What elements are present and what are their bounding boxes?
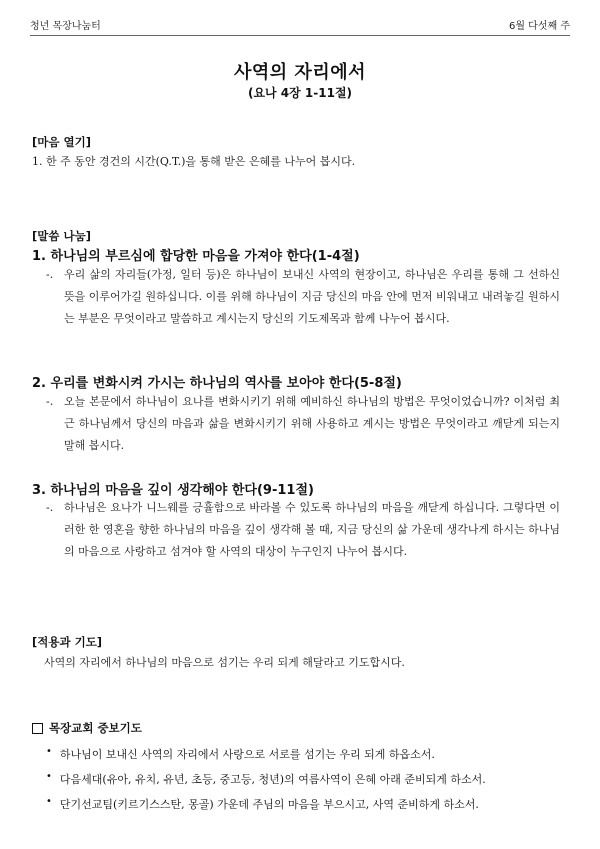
- prayer-item: [46, 771, 486, 787]
- opening-text: 1. 한 주 동안 경건의 시간(Q.T.)을 통해 받은 은혜를 나누어 봅시다.: [32, 155, 356, 168]
- prayer-item: [46, 796, 479, 812]
- dash-marker: -.: [46, 395, 54, 408]
- bullet-icon: •: [46, 746, 52, 757]
- application-text: 사역의 자리에서 하나님의 마음으로 섬기는 우리 되게 해달라고 기도합시다.: [44, 656, 405, 669]
- header-divider: [30, 35, 570, 36]
- prayer-item-text: 다음세대(유아, 유치, 유년, 초등, 중고등, 청년)의 여름사역이 은혜 아래 준비되게 하소서.: [59, 773, 486, 786]
- question-text-3: 하나님은 요나가 니느웨를 긍휼함으로 바라볼 수 있도록 하나님의 마음을 깨닫게 하십니다. 그렇다면 이러한 한 영혼을 향한 하나님의 마음을 깊이 생각해 볼 때, 지금 당신의 삶 가운데 생각나게 하시는 하나님의 마음으로 사랑하고 섬겨야 할 사역의 대상이 누구인지 나누어 봅시다.: [64, 501, 560, 558]
- page-header: [30, 14, 570, 34]
- question-heading-2: 2. 우리를 변화시켜 가시는 하나님의 역사를 보아야 한다(5-8절): [32, 376, 402, 391]
- header-left: 청년 목장나눔터: [30, 20, 101, 32]
- sharing-label: [말씀 나눔]: [32, 229, 91, 243]
- bullet-icon: •: [46, 771, 52, 782]
- bullet-icon: •: [46, 796, 52, 807]
- question-heading-3: 3. 하나님의 마음을 깊이 생각해야 한다(9-11절): [32, 483, 314, 498]
- question-body-2: [46, 391, 560, 457]
- application-label: [적용과 기도]: [32, 635, 103, 649]
- checkbox-square-icon: [32, 723, 43, 734]
- prayer-item: [46, 746, 435, 762]
- question-body-3: [46, 497, 560, 563]
- question-text-1: 우리 삶의 자리들(가정, 일터 등)은 하나님이 보내신 사역의 현장이고, 하나님은 우리를 통해 그 선하신 뜻을 이루어가길 원하십니다. 이를 위해 하나님이 지금 당신의 마음 안에 먼저 비워내고 내려놓길 원하시는 부분은 무엇이라고 말씀하고 계시는지 당신의 기도제목과 함께 나누어 봅시다.: [64, 268, 560, 325]
- page-subtitle: (요나 4장 1-11절): [247, 86, 353, 100]
- prayer-item-text: 단기선교팀(키르기스스탄, 몽골) 가운데 주님의 마음을 부으시고, 사역 준비하게 하소서.: [59, 798, 479, 811]
- question-body-1: [46, 264, 560, 330]
- opening-label: [마음 열기]: [32, 135, 91, 149]
- prayer-title: [32, 720, 142, 736]
- header-right: 6월 다섯째 주: [508, 20, 570, 32]
- question-text-2: 오늘 본문에서 하나님이 요나를 변화시키기 위해 예비하신 하나님의 방법은 무엇이었습니까? 이처럼 최근 하나님께서 당신의 마음과 삶을 변화시키기 위해 사용하고 계시는 방법은 무엇이라고 깨닫게 되는지 말해 봅시다.: [64, 395, 560, 452]
- prayer-title-text: 목장교회 중보기도: [49, 721, 142, 735]
- page-title: 사역의 자리에서: [234, 62, 366, 83]
- prayer-item-text: 하나님이 보내신 사역의 자리에서 사랑으로 서로를 섬기는 우리 되게 하옵소서.: [59, 748, 435, 761]
- question-heading-1: 1. 하나님의 부르심에 합당한 마음을 가져야 한다(1-4절): [32, 249, 360, 264]
- dash-marker: -.: [46, 501, 54, 514]
- dash-marker: -.: [46, 268, 54, 281]
